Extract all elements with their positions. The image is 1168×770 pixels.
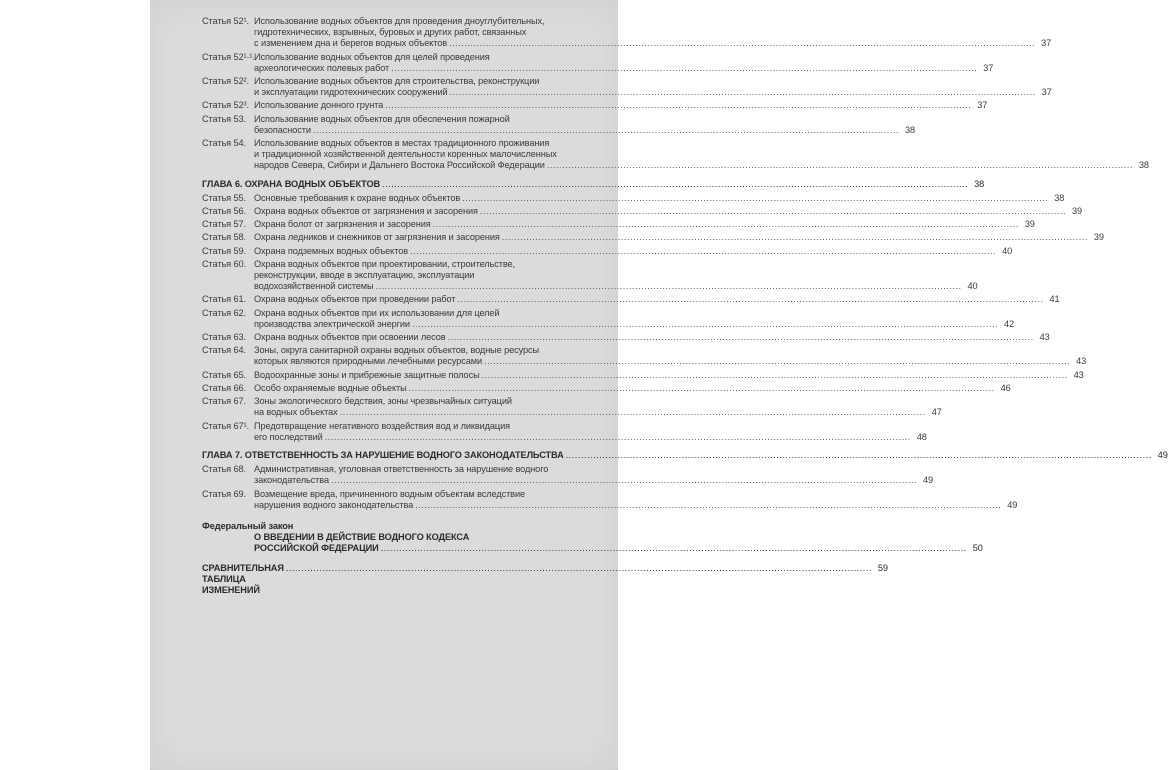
table-of-contents bbox=[202, 16, 1168, 596]
article-title bbox=[254, 192, 1065, 204]
page-number: 46 bbox=[1000, 382, 1011, 393]
book-page bbox=[150, 0, 1168, 770]
toc-entry bbox=[202, 76, 1052, 98]
article-title-line: гидротехнических, взрывных, буровых и других работ, связанных bbox=[254, 27, 527, 38]
comparison-title: СРАВНИТЕЛЬНАЯ ТАБЛИЦА ИЗМЕНЕНИЙ bbox=[202, 562, 284, 595]
dot-leader: ................................................................................................................................................................................................ bbox=[408, 382, 995, 393]
dot-leader: ................................................................................................................................................................................................ bbox=[449, 38, 1036, 49]
chapter-title: ГЛАВА 7. ОТВЕТСТВЕННОСТЬ ЗА НАРУШЕНИЕ ВОДНОГО ЗАКОНОДАТЕЛЬСТВА bbox=[202, 449, 564, 460]
article-title-line: археологических полевых работ bbox=[254, 62, 390, 73]
article-title bbox=[254, 76, 1052, 98]
article-number: Статья 61. bbox=[202, 294, 246, 305]
article-title-line: Охрана ледников и снежников от загрязнения и засорения bbox=[254, 232, 500, 243]
article-title bbox=[254, 138, 1149, 172]
dot-leader: ................................................................................................................................................................................................ bbox=[479, 206, 1067, 217]
article-title-last-line bbox=[254, 219, 1035, 230]
page-number: 37 bbox=[1041, 87, 1052, 98]
article-title bbox=[254, 219, 1035, 230]
article-title-line: и традиционной хозяйственной деятельности коренных малочисленных bbox=[254, 149, 557, 160]
toc-entry bbox=[202, 138, 1149, 172]
toc-entry bbox=[202, 294, 1060, 305]
page-number: 38 bbox=[1138, 160, 1149, 171]
article-title-line: Основные требования к охране водных объектов bbox=[254, 192, 461, 203]
article-title-last-line bbox=[254, 160, 1149, 171]
article-title-last-line bbox=[254, 245, 1013, 257]
federal-law-title-last-line bbox=[254, 543, 983, 554]
article-title-line: реконструкции, вводе в эксплуатацию, эксплуатации bbox=[254, 270, 475, 281]
article-number: Статья 53. bbox=[202, 113, 246, 124]
toc-entry bbox=[202, 192, 1065, 204]
page-number: 48 bbox=[916, 431, 927, 442]
chapter-7-heading bbox=[202, 449, 1168, 461]
article-title-line: и эксплуатации гидротехнических сооружений bbox=[254, 87, 448, 98]
article-title bbox=[254, 113, 915, 136]
article-title bbox=[254, 488, 1018, 511]
dot-leader: ................................................................................................................................................................................................ bbox=[432, 219, 1019, 230]
dot-leader: ................................................................................................................................................................................................ bbox=[324, 431, 911, 442]
article-title-line: Административная, уголовная ответственность за нарушение водного bbox=[254, 464, 549, 475]
article-title-last-line bbox=[254, 499, 1018, 511]
article-title-last-line bbox=[254, 475, 934, 486]
article-title-line: Водоохранные зоны и прибрежные защитные полосы bbox=[254, 369, 480, 380]
article-number: Статья 56. bbox=[202, 206, 246, 217]
toc-entry bbox=[202, 307, 1015, 330]
article-title bbox=[254, 332, 1050, 343]
article-number: Статья 52¹·¹. bbox=[202, 51, 255, 62]
article-title bbox=[254, 100, 988, 111]
dot-leader: ................................................................................................................................................................................................ bbox=[330, 475, 918, 486]
page-number: 39 bbox=[1024, 219, 1035, 230]
page-number: 43 bbox=[1073, 369, 1084, 380]
page-number: 47 bbox=[931, 407, 942, 418]
article-number: Статья 65. bbox=[202, 369, 246, 380]
article-title-line: которых являются природными лечебными ресурсами bbox=[254, 356, 483, 367]
article-title-last-line bbox=[254, 431, 927, 443]
article-title-line: Зоны экологического бедствия, зоны чрезвычайных ситуаций bbox=[254, 396, 512, 407]
article-title bbox=[254, 245, 1013, 257]
dot-leader: ................................................................................................................................................................................................ bbox=[415, 499, 1002, 510]
toc-entry bbox=[202, 345, 1087, 367]
article-title bbox=[254, 420, 927, 443]
article-title-line: на водных объектах bbox=[254, 407, 338, 418]
article-title-line: безопасности bbox=[254, 124, 311, 135]
article-title bbox=[254, 396, 942, 418]
article-title-line: водохозяйственной системы bbox=[254, 281, 374, 292]
page-number: 59 bbox=[877, 562, 888, 573]
article-title bbox=[254, 232, 1104, 243]
article-number: Статья 55. bbox=[202, 192, 246, 203]
article-title-last-line bbox=[254, 281, 978, 292]
page-number: 41 bbox=[1049, 294, 1060, 305]
dot-leader: ................................................................................................................................................................................................ bbox=[391, 62, 978, 73]
toc-entry bbox=[202, 396, 942, 418]
dot-leader: ................................................................................................................................................................................................ bbox=[447, 332, 1034, 343]
article-title-last-line bbox=[254, 332, 1050, 343]
article-number: Статья 52². bbox=[202, 76, 249, 87]
dot-leader: ................................................................................................................................................................................................ bbox=[462, 192, 1049, 203]
page-number: 39 bbox=[1072, 206, 1083, 217]
page-number: 37 bbox=[977, 100, 988, 111]
dot-leader: ................................................................................................................................................................................................ bbox=[546, 160, 1133, 171]
article-title bbox=[254, 369, 1084, 381]
page-number: 37 bbox=[1041, 38, 1052, 49]
article-title-line: Охрана водных объектов при освоении лесов bbox=[254, 332, 446, 343]
article-title-line: с изменением дна и берегов водных объектов bbox=[254, 38, 448, 49]
comparison-table-heading bbox=[202, 562, 888, 597]
article-number: Статья 66. bbox=[202, 382, 246, 393]
article-title-line: производства электрической энергии bbox=[254, 318, 410, 329]
dot-leader: ................................................................................................................................................................................................ bbox=[565, 449, 1152, 460]
toc-entry bbox=[202, 382, 1011, 394]
article-number: Статья 67¹. bbox=[202, 420, 249, 431]
toc-entry bbox=[202, 245, 1013, 257]
article-title-last-line bbox=[254, 369, 1084, 381]
toc-entry bbox=[202, 219, 1035, 230]
toc-entry bbox=[202, 206, 1083, 217]
article-title bbox=[254, 345, 1087, 367]
article-number: Статья 57. bbox=[202, 219, 246, 230]
article-title-last-line bbox=[254, 100, 988, 111]
dot-leader: ................................................................................................................................................................................................ bbox=[339, 407, 926, 418]
article-number: Статья 52³. bbox=[202, 100, 249, 111]
article-title bbox=[254, 382, 1011, 394]
article-title-last-line bbox=[254, 62, 994, 74]
toc-entry bbox=[202, 258, 978, 293]
article-title-line: Использование водных объектов в местах традиционного проживания bbox=[254, 138, 550, 149]
article-title bbox=[254, 16, 1052, 50]
page-number: 49 bbox=[923, 475, 934, 486]
toc-entry bbox=[202, 113, 915, 136]
toc-group-c bbox=[202, 464, 1018, 511]
dot-leader: ................................................................................................................................................................................................ bbox=[481, 369, 1068, 380]
toc-entry bbox=[202, 369, 1084, 381]
article-title-line: Зоны, округа санитарной охраны водных объектов, водные ресурсы bbox=[254, 345, 540, 356]
article-number: Статья 63. bbox=[202, 332, 246, 343]
page-number: 37 bbox=[983, 62, 994, 73]
article-title-line: народов Севера, Сибири и Дальнего Востока Российской Федерации bbox=[254, 160, 545, 171]
article-title bbox=[254, 206, 1083, 217]
page-number: 38 bbox=[1054, 192, 1065, 203]
article-title-last-line bbox=[254, 206, 1083, 217]
page-number: 43 bbox=[1039, 332, 1050, 343]
page-number: 42 bbox=[1004, 318, 1015, 329]
article-title-last-line bbox=[254, 124, 915, 136]
page-number: 49 bbox=[1007, 499, 1018, 510]
page-number: 40 bbox=[967, 281, 978, 292]
article-number: Статья 67. bbox=[202, 396, 246, 407]
toc-entry bbox=[202, 488, 1018, 511]
dot-leader: ................................................................................................................................................................................................ bbox=[411, 318, 999, 329]
article-title-last-line bbox=[254, 294, 1060, 305]
article-title-line: Использование водных объектов для проведения дноуглубительных, bbox=[254, 16, 545, 26]
dot-leader: ................................................................................................................................................................................................ bbox=[484, 356, 1071, 367]
article-number: Статья 52¹. bbox=[202, 16, 249, 26]
article-title-line: Охрана водных объектов при проведении работ bbox=[254, 294, 456, 305]
federal-law-title-line: РОССИЙСКОЙ ФЕДЕРАЦИИ bbox=[254, 543, 379, 554]
article-number: Статья 59. bbox=[202, 245, 246, 256]
page-number: 38 bbox=[904, 124, 915, 135]
toc-entry bbox=[202, 420, 927, 443]
article-title-line: Охрана болот от загрязнения и засорения bbox=[254, 219, 431, 230]
article-number: Статья 62. bbox=[202, 307, 246, 318]
federal-law-section bbox=[202, 520, 983, 555]
article-title bbox=[254, 464, 934, 486]
toc-entry bbox=[202, 16, 1052, 50]
article-title bbox=[254, 294, 1060, 305]
article-title-last-line bbox=[254, 318, 1015, 330]
toc-entry bbox=[202, 332, 1050, 343]
article-title-line: Охрана подземных водных объектов bbox=[254, 245, 409, 256]
article-title-line: Использование донного грунта bbox=[254, 100, 384, 111]
article-title-last-line bbox=[254, 232, 1104, 243]
article-title-line: Особо охраняемые водные объекты bbox=[254, 382, 407, 393]
page-number: 43 bbox=[1076, 356, 1087, 367]
dot-leader: ................................................................................................................................................................................................ bbox=[312, 124, 899, 135]
dot-leader: ................................................................................................................................................................................................ bbox=[410, 245, 997, 256]
article-number: Статья 68. bbox=[202, 464, 246, 475]
article-title-line: Использование водных объектов для строительства, реконструкции bbox=[254, 76, 540, 87]
article-title-last-line bbox=[254, 192, 1065, 204]
article-title-last-line bbox=[254, 407, 942, 418]
federal-law-label: Федеральный закон bbox=[202, 520, 294, 531]
dot-leader: ................................................................................................................................................................................................ bbox=[375, 281, 962, 292]
page-number: 50 bbox=[972, 543, 983, 554]
dot-leader: ................................................................................................................................................................................................ bbox=[449, 87, 1036, 98]
article-title bbox=[254, 307, 1015, 330]
article-number: Статья 64. bbox=[202, 345, 246, 356]
chapter-title: ГЛАВА 6. ОХРАНА ВОДНЫХ ОБЪЕКТОВ bbox=[202, 178, 381, 189]
toc-entry bbox=[202, 100, 988, 111]
dot-leader: ................................................................................................................................................................................................ bbox=[380, 543, 967, 554]
toc-group-b bbox=[202, 192, 1104, 443]
article-title bbox=[254, 51, 994, 74]
article-title-line: Охрана водных объектов при проектировании, строительстве, bbox=[254, 258, 515, 269]
dot-leader: ................................................................................................................................................................................................ bbox=[501, 232, 1088, 243]
article-title-line: Предотвращение негативного воздействия вод и ликвидация bbox=[254, 420, 510, 431]
dot-leader: ................................................................................................................................................................................................ bbox=[385, 100, 972, 111]
article-number: Статья 54. bbox=[202, 138, 246, 149]
article-title-line: Охрана водных объектов при их использовании для целей bbox=[254, 307, 500, 318]
federal-law-title-line: О ВВЕДЕНИИ В ДЕЙСТВИЕ ВОДНОГО КОДЕКСА bbox=[254, 532, 470, 543]
article-title bbox=[254, 258, 978, 293]
article-title-line: законодательства bbox=[254, 475, 329, 486]
dot-leader: ................................................................................................................................................................................................ bbox=[382, 178, 969, 189]
page-number: 38 bbox=[974, 178, 985, 189]
page-number: 49 bbox=[1157, 449, 1168, 460]
toc-group-a bbox=[202, 16, 1149, 172]
federal-law-title bbox=[202, 532, 983, 554]
article-title-line: его последствий bbox=[254, 431, 323, 442]
article-number: Статья 58. bbox=[202, 232, 246, 243]
page-number: 40 bbox=[1002, 245, 1013, 256]
toc-entry bbox=[202, 464, 934, 486]
article-title-line: Использование водных объектов для обеспечения пожарной bbox=[254, 113, 510, 124]
article-title-last-line bbox=[254, 87, 1052, 98]
article-title-line: Использование водных объектов для целей проведения bbox=[254, 51, 490, 62]
page-number: 39 bbox=[1093, 232, 1104, 243]
dot-leader: ................................................................................................................................................................................................ bbox=[285, 562, 872, 573]
toc-entry bbox=[202, 51, 994, 74]
toc-entry bbox=[202, 232, 1104, 243]
dot-leader: ................................................................................................................................................................................................ bbox=[457, 294, 1044, 305]
chapter-6-heading bbox=[202, 178, 985, 190]
article-title-last-line bbox=[254, 382, 1011, 394]
article-title-last-line bbox=[254, 356, 1087, 367]
article-number: Статья 69. bbox=[202, 488, 246, 499]
article-title-line: Охрана водных объектов от загрязнения и засорения bbox=[254, 206, 478, 217]
article-number: Статья 60. bbox=[202, 258, 246, 269]
article-title-line: нарушения водного законодательства bbox=[254, 499, 414, 510]
article-title-last-line bbox=[254, 38, 1052, 49]
article-title-line: Возмещение вреда, причиненного водным объектам вследствие bbox=[254, 488, 526, 499]
